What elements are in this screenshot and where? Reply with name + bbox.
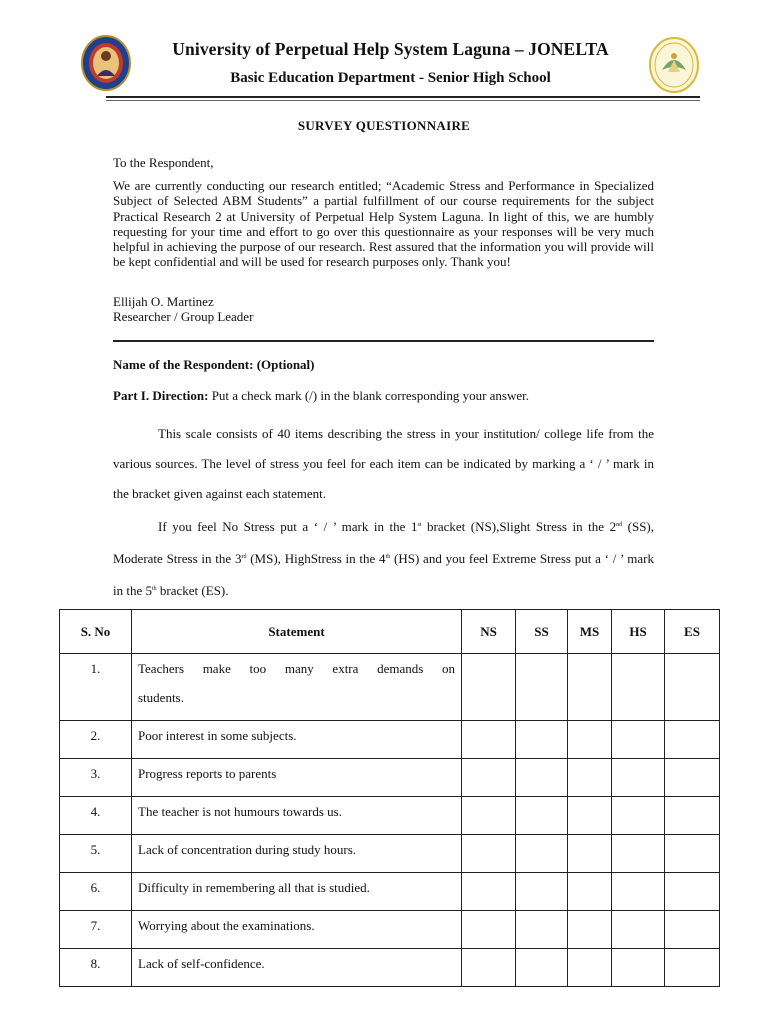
checkbox-ss[interactable]: [516, 873, 568, 911]
school-crest-icon: [648, 36, 700, 94]
instruction-text: bracket (NS),Slight Stress in the 2: [421, 519, 617, 534]
column-header-hs: HS: [612, 610, 665, 654]
row-statement: [132, 721, 462, 759]
checkbox-es[interactable]: [665, 654, 720, 721]
row-number: 2.: [60, 721, 132, 759]
column-header-es: ES: [665, 610, 720, 654]
checkbox-es[interactable]: [665, 835, 720, 873]
column-header-statement: Statement: [132, 610, 462, 654]
checkbox-ns[interactable]: [462, 797, 516, 835]
ordinal-suffix: th: [152, 586, 157, 592]
checkbox-ms[interactable]: [568, 873, 612, 911]
checkbox-hs[interactable]: [612, 654, 665, 721]
checkbox-hs[interactable]: [612, 873, 665, 911]
table-row: [60, 654, 720, 721]
row-number: 8.: [60, 949, 132, 987]
checkbox-ms[interactable]: [568, 759, 612, 797]
checkbox-ss[interactable]: [516, 721, 568, 759]
statement-text: Lack of concentration during study hours.: [138, 842, 357, 857]
instruction-paragraph: [113, 510, 654, 606]
part-label: Part I. Direction:: [113, 388, 209, 403]
instruction-text: bracket (ES).: [156, 583, 229, 598]
row-statement: [132, 797, 462, 835]
document-title: SURVEY QUESTIONNAIRE: [297, 118, 471, 133]
statement-text: Progress reports to parents: [138, 766, 277, 781]
checkbox-es[interactable]: [665, 873, 720, 911]
checkbox-es[interactable]: [665, 759, 720, 797]
statement-line: students.: [138, 690, 184, 705]
checkbox-ms[interactable]: [568, 654, 612, 721]
checkbox-hs[interactable]: [612, 835, 665, 873]
checkbox-ss[interactable]: [516, 654, 568, 721]
checkbox-ns[interactable]: [462, 835, 516, 873]
checkbox-ns[interactable]: [462, 654, 516, 721]
instruction-text: (MS), HighStress in the 4: [246, 551, 386, 566]
row-statement: [132, 835, 462, 873]
ordinal-suffix: th: [385, 554, 391, 560]
signatory-role: Researcher / Group Leader: [113, 309, 254, 324]
table-row: [60, 797, 720, 835]
checkbox-ss[interactable]: [516, 759, 568, 797]
column-header-ns: NS: [462, 610, 516, 654]
statement-text: Difficulty in remembering all that is studied.: [138, 880, 370, 895]
table-row: [60, 835, 720, 873]
ordinal-suffix: st: [417, 522, 422, 528]
checkbox-ss[interactable]: [516, 911, 568, 949]
survey-table: [59, 609, 720, 987]
checkbox-hs[interactable]: [612, 797, 665, 835]
header-divider: [106, 96, 700, 98]
row-number: 1.: [60, 654, 132, 721]
department-name: Basic Education Department - Senior High School: [230, 70, 551, 86]
checkbox-ss[interactable]: [516, 797, 568, 835]
row-statement: [132, 911, 462, 949]
checkbox-ms[interactable]: [568, 835, 612, 873]
table-row: [60, 949, 720, 987]
intro-paragraph: We are currently conducting our research entitled; “Academic Stress and Performance in Specialized Subject of Selected ABM Students” a partial fulfillment of our course requirements for the subject Practical Research 2 at University of Perpetual Help System Laguna. In light of this, we are humbly requesting for your time and effort to go over this questionnaire as your responses will be very much helpful in achieving the purpose of our research. Rest assured that the information you will provide will be kept confidential and will be used for research purposes only. Thank you!: [113, 178, 654, 270]
statement-line: Teachers make too many extra demands on: [138, 661, 455, 676]
ordinal-suffix: rd: [241, 554, 247, 560]
checkbox-ms[interactable]: [568, 911, 612, 949]
table-row: [60, 721, 720, 759]
instruction-text: (SS), Moderate Stress in the 3: [113, 519, 654, 566]
checkbox-ns[interactable]: [462, 721, 516, 759]
checkbox-ss[interactable]: [516, 835, 568, 873]
checkbox-ns[interactable]: [462, 759, 516, 797]
statement-text: Poor interest in some subjects.: [138, 728, 297, 743]
table-row: [60, 873, 720, 911]
statement-text: The teacher is not humours towards us.: [138, 804, 342, 819]
checkbox-hs[interactable]: [612, 911, 665, 949]
row-statement: [132, 949, 462, 987]
checkbox-ns[interactable]: [462, 873, 516, 911]
row-number: 6.: [60, 873, 132, 911]
checkbox-ns[interactable]: [462, 911, 516, 949]
part-direction: [113, 388, 529, 404]
instruction-text: (HS) and you feel Extreme Stress put a ‘ / ’ mark in the 5: [113, 551, 654, 598]
instruction-text: If you feel No Stress put a ‘ / ’ mark in the 1: [158, 519, 418, 534]
column-header-sno: S. No: [60, 610, 132, 654]
row-statement: [132, 654, 462, 721]
row-number: 7.: [60, 911, 132, 949]
row-number: 3.: [60, 759, 132, 797]
statement-text: Lack of self-confidence.: [138, 956, 265, 971]
letterhead: [78, 30, 703, 100]
checkbox-es[interactable]: [665, 797, 720, 835]
row-number: 4.: [60, 797, 132, 835]
checkbox-ns[interactable]: [462, 949, 516, 987]
respondent-name-label: Name of the Respondent: (Optional): [113, 357, 315, 372]
checkbox-ms[interactable]: [568, 949, 612, 987]
table-header-row: [60, 610, 720, 654]
checkbox-es[interactable]: [665, 911, 720, 949]
column-header-ms: MS: [568, 610, 612, 654]
signatory-name: Ellijah O. Martinez: [113, 294, 214, 309]
row-statement: [132, 759, 462, 797]
checkbox-es[interactable]: [665, 721, 720, 759]
checkbox-ms[interactable]: [568, 721, 612, 759]
university-name: University of Perpetual Help System Laguna – JONELTA: [172, 39, 609, 59]
checkbox-hs[interactable]: [612, 949, 665, 987]
row-statement: [132, 873, 462, 911]
column-header-ss: SS: [516, 610, 568, 654]
checkbox-es[interactable]: [665, 949, 720, 987]
ordinal-suffix: nd: [616, 522, 623, 528]
row-number: 5.: [60, 835, 132, 873]
salutation: To the Respondent,: [113, 155, 214, 170]
scale-paragraph-text: This scale consists of 40 items describing the stress in your institution/ college life from the various sources. The level of stress you feel for each item can be indicated by marking a ‘ / ’ mark in the bracket given against each statement.: [113, 426, 654, 501]
table-row: [60, 911, 720, 949]
checkbox-hs[interactable]: [612, 721, 665, 759]
checkbox-ms[interactable]: [568, 797, 612, 835]
header-divider-thin: [106, 100, 700, 101]
checkbox-ss[interactable]: [516, 949, 568, 987]
statement-text: Worrying about the examinations.: [138, 918, 315, 933]
table-row: [60, 759, 720, 797]
checkbox-hs[interactable]: [612, 759, 665, 797]
section-divider: [113, 340, 654, 342]
part-text: Put a check mark (/) in the blank corresponding your answer.: [211, 388, 530, 403]
scale-paragraph: [113, 419, 654, 509]
